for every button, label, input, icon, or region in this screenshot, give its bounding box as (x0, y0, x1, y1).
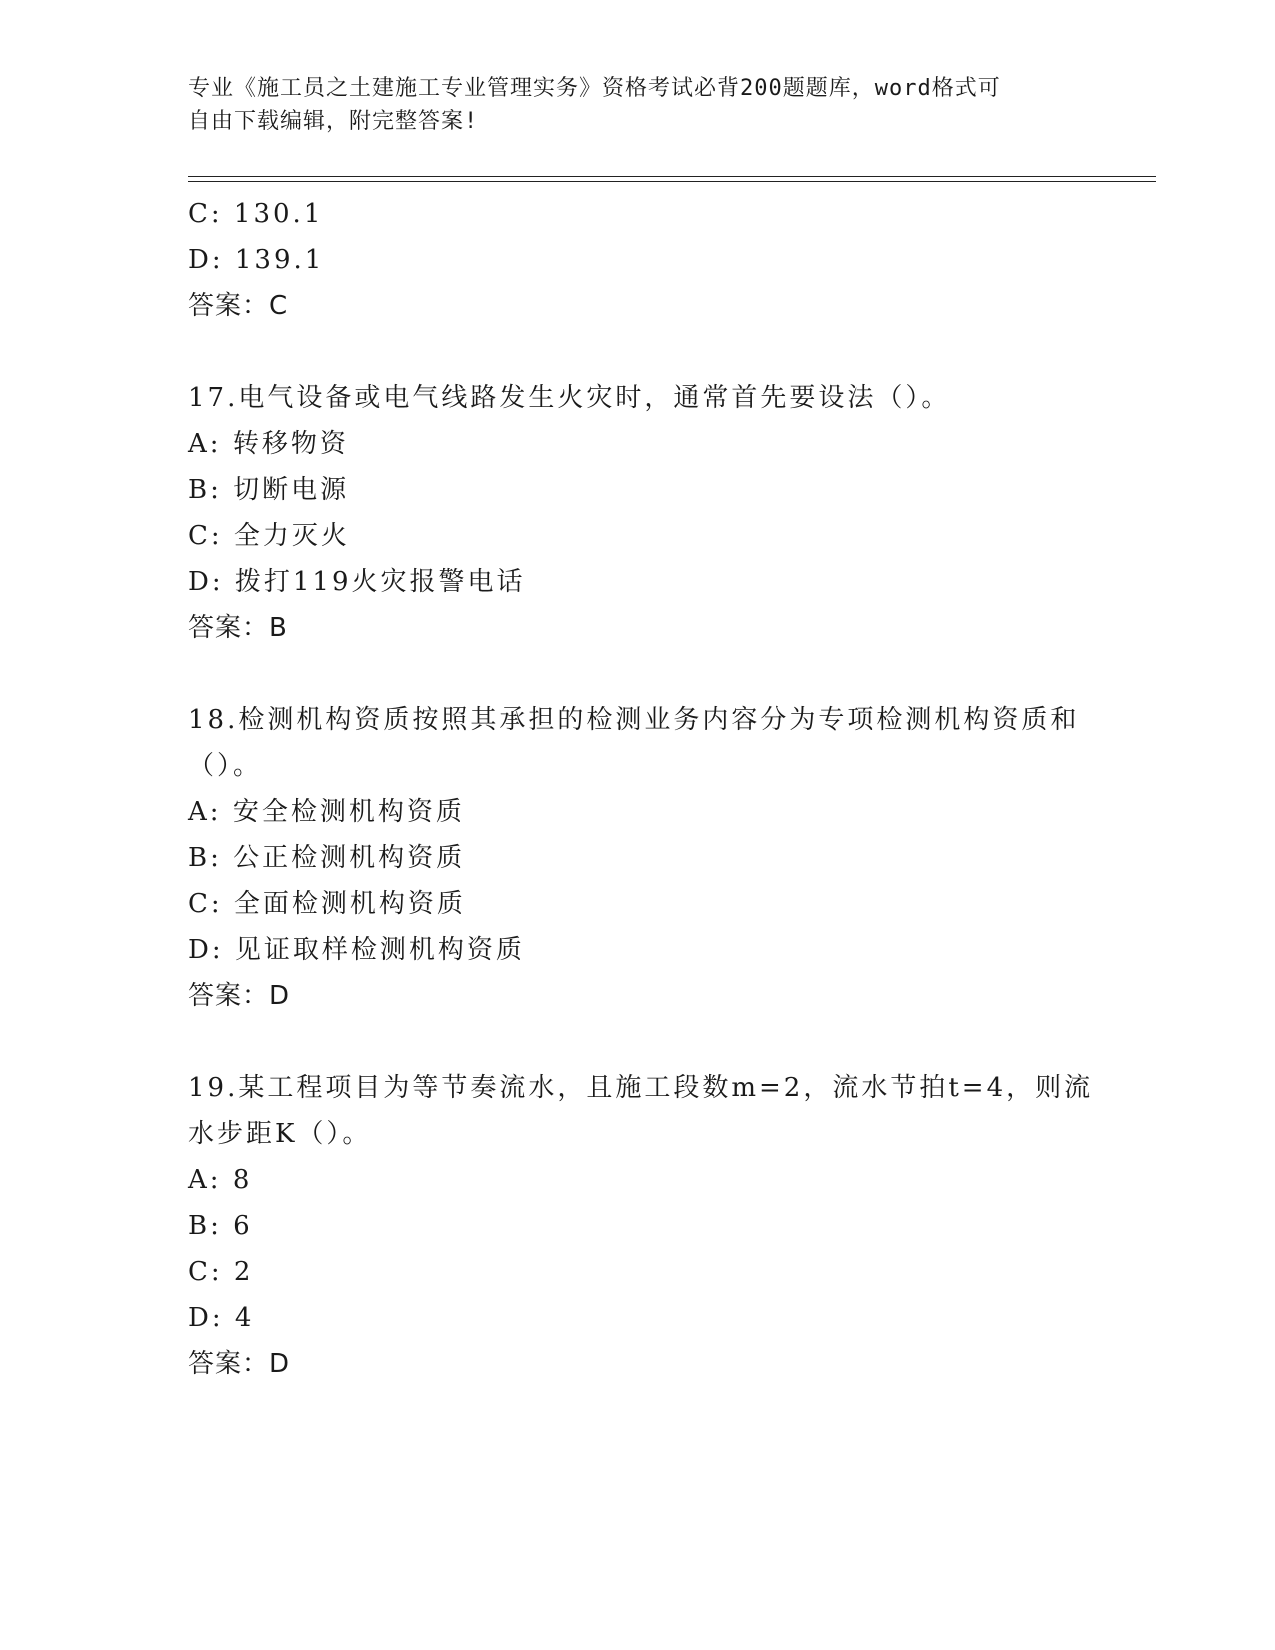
prev-question-block (188, 191, 1088, 329)
option-d: D: 139.1 (188, 245, 325, 275)
option-c: C: 全力灭火 (188, 521, 350, 551)
option-c: C: 130.1 (188, 199, 324, 229)
answer-line: 答案：D (188, 981, 291, 1011)
option-d: D: 见证取样检测机构资质 (188, 935, 525, 965)
answer-line: 答案：B (188, 613, 288, 643)
question-block-18 (188, 697, 1088, 1019)
header-divider-bottom (188, 181, 1156, 182)
answer-line: 答案：C (188, 291, 289, 321)
option-a: A: 安全检测机构资质 (188, 797, 465, 827)
option-c: C: 2 (188, 1257, 254, 1287)
option-a: A: 转移物资 (188, 429, 349, 459)
spacer (188, 1019, 1088, 1065)
question-stem-continued: 水步距K（）。 (188, 1119, 372, 1149)
option-b: B: 6 (188, 1211, 253, 1241)
page-header (188, 72, 1068, 138)
spacer (188, 329, 1088, 375)
option-b: B: 公正检测机构资质 (188, 843, 466, 873)
option-d: D: 拨打119火灾报警电话 (188, 567, 526, 597)
option-b: B: 切断电源 (188, 475, 350, 505)
spacer (188, 651, 1088, 697)
option-d: D: 4 (188, 1303, 255, 1333)
question-stem-continued: （）。 (188, 751, 263, 781)
question-list (188, 191, 1094, 1387)
answer-line: 答案：D (188, 1349, 291, 1379)
question-stem: 17.电气设备或电气线路发生火灾时，通常首先要设法（）。 (188, 383, 951, 413)
question-block-19 (188, 1065, 1094, 1387)
question-stem: 18.检测机构资质按照其承担的检测业务内容分为专项检测机构资质和 (188, 705, 1080, 735)
question-block-17 (188, 375, 1088, 651)
option-c: C: 全面检测机构资质 (188, 889, 466, 919)
option-a: A: 8 (188, 1165, 253, 1195)
header-divider-top (188, 176, 1156, 177)
header-line-1: 专业《施工员之土建施工专业管理实务》资格考试必背200题题库，word格式可 (188, 76, 1001, 101)
header-line-2: 自由下载编辑，附完整答案! (188, 109, 479, 134)
question-stem: 19.某工程项目为等节奏流水，且施工段数m=2，流水节拍t=4，则流 (188, 1073, 1094, 1103)
